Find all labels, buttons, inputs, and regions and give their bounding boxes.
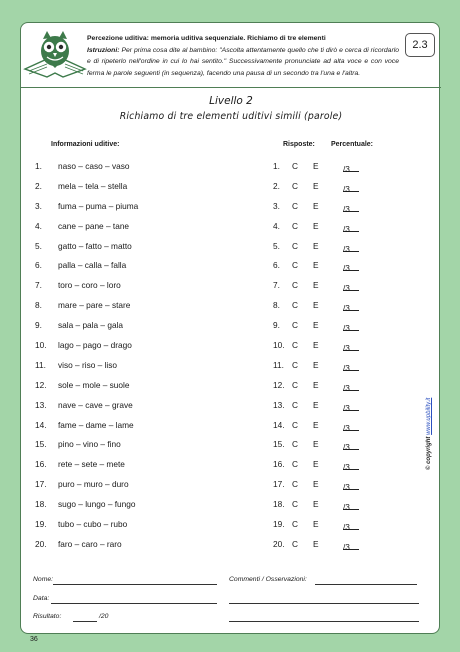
item-number: 8. <box>35 300 42 311</box>
list-item <box>21 516 441 536</box>
name-line[interactable] <box>53 584 217 585</box>
answer-number: 1. <box>273 161 280 171</box>
list-item <box>21 198 441 218</box>
copyright-link[interactable]: www.upbility.it <box>426 397 432 435</box>
item-words: sugo – lungo – fungo <box>58 499 136 510</box>
answer-correct[interactable]: C <box>292 519 298 530</box>
instructions <box>87 45 399 80</box>
name-label: Nome: <box>33 576 54 583</box>
item-number: 6. <box>35 260 42 271</box>
instructions-text: Per prima cosa dite al bambino: "Ascolta attentamente quello che ti dirò e cerca di ricordarlo e di ripeterlo nell'ordine in cui lo hai sentito." Successivamente pronunciate ad alta voce e con voce ferma le parole seguenti (in sequenza), facendo una pausa di un secondo tra l'una e l'altra. <box>87 46 399 77</box>
item-words: pino – vino – fino <box>58 439 121 450</box>
answer-correct[interactable]: C <box>292 161 298 171</box>
item-number: 16. <box>35 459 47 470</box>
answer-error[interactable]: E <box>313 359 319 370</box>
comments-line-3[interactable] <box>229 621 419 622</box>
answer-error[interactable]: E <box>313 519 319 530</box>
answer-correct[interactable]: C <box>292 300 298 311</box>
score-total: /3 <box>343 203 350 214</box>
item-words: lago – pago – drago <box>58 340 132 351</box>
item-words: viso – riso – liso <box>58 359 118 370</box>
result-total: /20 <box>99 613 109 620</box>
section-badge: 2.3 <box>405 33 435 57</box>
item-words: mela – tela – stella <box>58 180 128 191</box>
answer-error[interactable]: E <box>313 280 319 291</box>
score-total: /3 <box>343 522 350 533</box>
score-total: /3 <box>343 422 350 433</box>
answer-number: 2. <box>273 180 280 191</box>
answer-number: 18. <box>273 499 285 510</box>
list-item <box>21 238 441 258</box>
score-total: /3 <box>343 482 350 493</box>
answer-error[interactable]: E <box>313 260 319 271</box>
answer-number: 7. <box>273 280 280 291</box>
score-total: /3 <box>343 402 350 413</box>
answer-number: 20. <box>273 538 285 549</box>
answer-error[interactable]: E <box>313 220 319 231</box>
item-number: 5. <box>35 240 42 251</box>
answer-error[interactable]: E <box>313 538 319 549</box>
answer-error[interactable]: E <box>313 161 319 171</box>
item-number: 20. <box>35 538 47 549</box>
list-item <box>21 257 441 277</box>
score-total: /3 <box>343 382 350 393</box>
answer-number: 5. <box>273 240 280 251</box>
answer-correct[interactable]: C <box>292 220 298 231</box>
item-words: fame – dame – lame <box>58 419 134 430</box>
item-words: sala – pala – gala <box>58 320 124 331</box>
comments-label: Commenti / Osservazioni: <box>229 576 307 583</box>
answer-number: 16. <box>273 459 285 470</box>
answer-error[interactable]: E <box>313 499 319 510</box>
date-label: Data: <box>33 595 50 602</box>
answer-number: 4. <box>273 220 280 231</box>
score-total: /3 <box>343 462 350 473</box>
answer-number: 6. <box>273 260 280 271</box>
answer-number: 19. <box>273 519 285 530</box>
answer-error[interactable]: E <box>313 240 319 251</box>
item-words: cane – pane – tane <box>58 220 130 231</box>
item-number: 10. <box>35 340 47 351</box>
instructions-label: Istruzioni: <box>87 46 120 54</box>
level-title: Livello 2 <box>209 95 253 107</box>
list-item <box>21 337 441 357</box>
answer-error[interactable]: E <box>313 399 319 410</box>
score-total: /3 <box>343 362 350 373</box>
answer-correct[interactable]: C <box>292 419 298 430</box>
item-words: rete – sete – mete <box>58 459 125 470</box>
list-item <box>21 297 441 317</box>
score-total: /3 <box>343 164 350 174</box>
item-words: naso – caso – vaso <box>58 161 130 171</box>
list-item <box>21 357 441 377</box>
worksheet-title: Percezione uditiva: memoria uditiva sequenziale. Richiamo di tre elementi <box>87 35 326 42</box>
answer-correct[interactable]: C <box>292 359 298 370</box>
column-header-answers: Risposte: <box>283 141 315 148</box>
exercise-subtitle: Richiamo di tre elementi uditivi simili (parole) <box>119 111 343 122</box>
answer-correct[interactable]: C <box>292 538 298 549</box>
item-words: mare – pare – stare <box>58 300 131 311</box>
header <box>87 33 399 79</box>
list-item <box>21 436 441 456</box>
item-number: 18. <box>35 499 47 510</box>
item-number: 4. <box>35 220 42 231</box>
answer-error[interactable]: E <box>313 419 319 430</box>
answer-correct[interactable]: C <box>292 280 298 291</box>
item-number: 7. <box>35 280 42 291</box>
item-number: 19. <box>35 519 47 530</box>
comments-line-2[interactable] <box>229 603 419 604</box>
answer-number: 12. <box>273 379 285 390</box>
list-item <box>21 456 441 476</box>
answer-correct[interactable]: C <box>292 240 298 251</box>
answer-number: 3. <box>273 200 280 211</box>
item-words: toro – coro – loro <box>58 280 121 291</box>
item-number: 9. <box>35 320 42 331</box>
item-words: faro – caro – raro <box>58 538 122 549</box>
item-words: fuma – puma – piuma <box>58 200 139 211</box>
item-number: 1. <box>35 161 42 171</box>
score-total: /3 <box>343 223 350 234</box>
score-total: /3 <box>343 183 350 194</box>
score-total: /3 <box>343 303 350 314</box>
item-number: 14. <box>35 419 47 430</box>
item-number: 13. <box>35 399 47 410</box>
answer-correct[interactable]: C <box>292 260 298 271</box>
list-item <box>21 377 441 397</box>
answer-correct[interactable]: C <box>292 200 298 211</box>
list-item <box>21 496 441 516</box>
answer-correct[interactable]: C <box>292 479 298 490</box>
list-item <box>21 158 441 178</box>
answer-correct[interactable]: C <box>292 320 298 331</box>
item-words: gatto – fatto – matto <box>58 240 132 251</box>
answer-number: 14. <box>273 419 285 430</box>
answer-error[interactable]: E <box>313 379 319 390</box>
item-words: puro – muro – duro <box>58 479 129 490</box>
page-number: 36 <box>30 636 38 643</box>
list-item <box>21 218 441 238</box>
answer-error[interactable]: E <box>313 340 319 351</box>
item-number: 15. <box>35 439 47 450</box>
answer-correct[interactable]: C <box>292 180 298 191</box>
list-item <box>21 277 441 297</box>
score-total: /3 <box>343 243 350 254</box>
item-number: 12. <box>35 379 47 390</box>
result-label: Risultato: <box>33 613 62 620</box>
list-item <box>21 476 441 496</box>
worksheet-page <box>20 22 440 634</box>
copyright-label: © copyright <box>426 436 432 470</box>
score-total: /3 <box>343 343 350 354</box>
date-line[interactable] <box>51 603 217 604</box>
answer-number: 15. <box>273 439 285 450</box>
item-words: tubo – cubo – rubo <box>58 519 128 530</box>
answer-error[interactable]: E <box>313 459 319 470</box>
item-words: palla – calla – falla <box>58 260 127 271</box>
answer-error[interactable]: E <box>313 320 319 331</box>
answer-error[interactable]: E <box>313 200 319 211</box>
item-number: 11. <box>35 359 46 370</box>
answer-error[interactable]: E <box>313 479 319 490</box>
answer-error[interactable]: E <box>313 300 319 311</box>
score-total: /3 <box>343 541 350 552</box>
item-number: 17. <box>35 479 47 490</box>
header-divider <box>21 87 441 88</box>
answer-number: 13. <box>273 399 285 410</box>
answer-correct[interactable]: C <box>292 499 298 510</box>
answer-correct[interactable]: C <box>292 459 298 470</box>
list-item <box>21 397 441 417</box>
comments-line-1[interactable] <box>315 584 417 585</box>
answer-correct[interactable]: C <box>292 439 298 450</box>
item-number: 2. <box>35 180 42 191</box>
answer-error[interactable]: E <box>313 439 319 450</box>
answer-number: 9. <box>273 320 280 331</box>
score-total: /3 <box>343 323 350 334</box>
list-item <box>21 417 441 437</box>
list-item <box>21 178 441 198</box>
item-words: sole – mole – suole <box>58 379 130 390</box>
column-header-percent: Percentuale: <box>331 141 374 148</box>
item-number: 3. <box>35 200 42 211</box>
answer-error[interactable]: E <box>313 180 319 191</box>
copyright-notice <box>426 370 438 470</box>
result-line[interactable] <box>73 621 97 622</box>
score-total: /3 <box>343 502 350 513</box>
answer-correct[interactable]: C <box>292 399 298 410</box>
list-item <box>21 536 441 556</box>
answer-number: 17. <box>273 479 285 490</box>
answer-number: 8. <box>273 300 280 311</box>
owl-book-logo-icon <box>21 27 91 83</box>
item-words: nave – cave – grave <box>58 399 133 410</box>
score-total: /3 <box>343 442 350 453</box>
score-total: /3 <box>343 263 350 274</box>
column-header-info: Informazioni uditive: <box>51 141 120 148</box>
answer-number: 11. <box>273 359 284 370</box>
list-item <box>21 317 441 337</box>
score-total: /3 <box>343 283 350 294</box>
answer-number: 10. <box>273 340 285 351</box>
answer-correct[interactable]: C <box>292 379 298 390</box>
word-list <box>21 158 441 556</box>
answer-correct[interactable]: C <box>292 340 298 351</box>
